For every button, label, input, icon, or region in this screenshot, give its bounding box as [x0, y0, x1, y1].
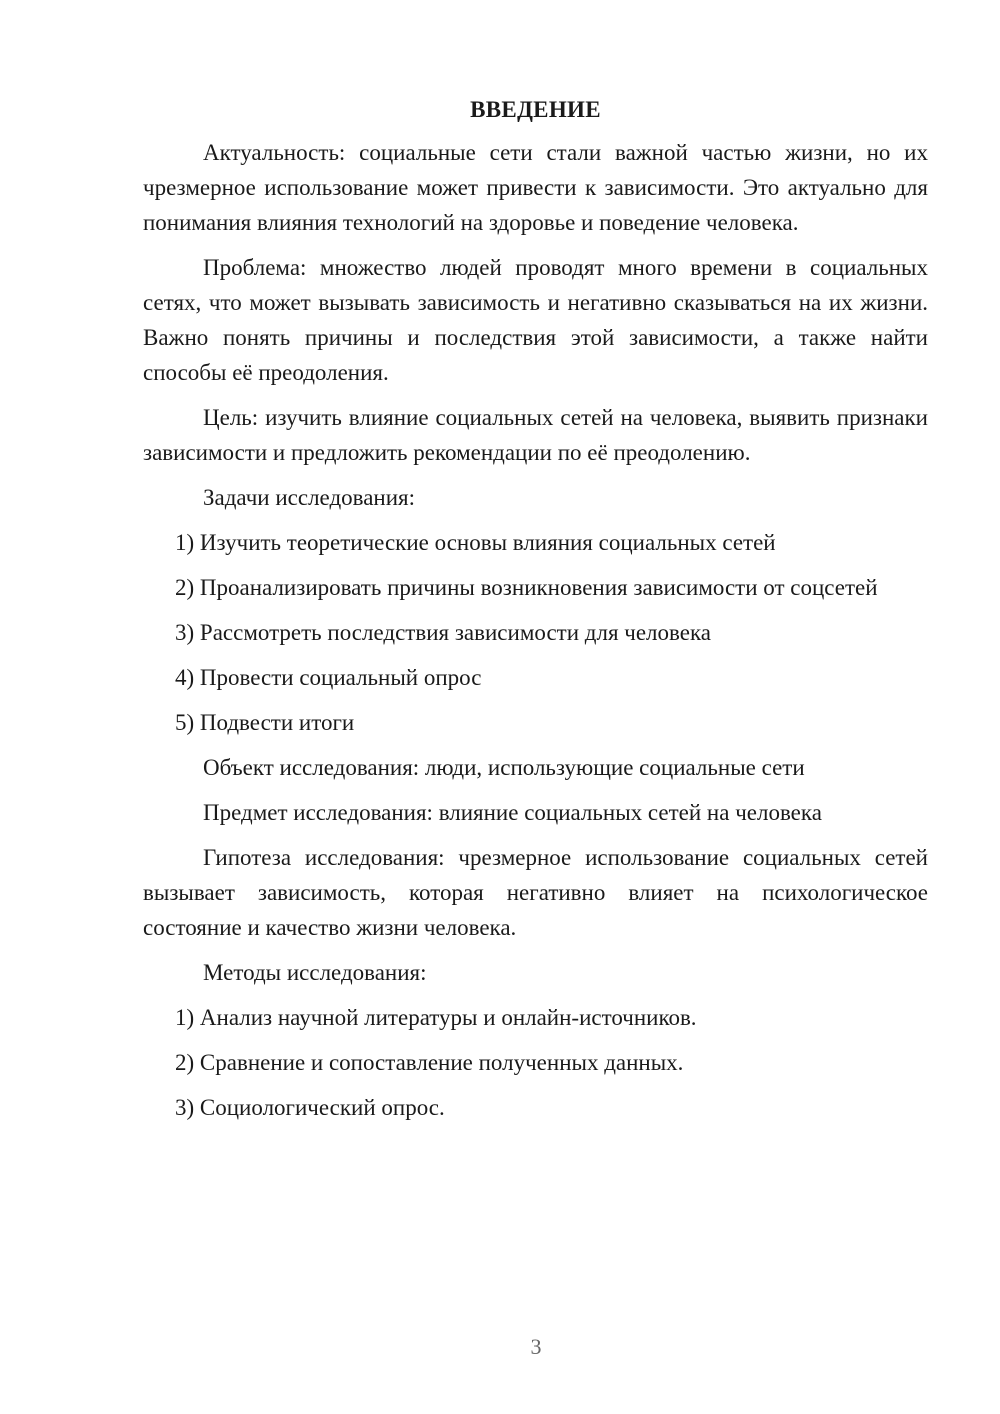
task-item: 3) Рассмотреть последствия зависимости для человека — [175, 620, 711, 645]
page-number: 3 — [530, 1334, 542, 1359]
subject-paragraph: Предмет исследования: влияние социальных сетей на человека — [203, 800, 822, 825]
method-item: 1) Анализ научной литературы и онлайн-источников. — [175, 1005, 697, 1030]
problem-paragraph: Проблема: множество людей проводят много времени в социальных сетях, что может вызывать зависимость и негативно сказываться на их жизни. Важно понять причины и последствия этой зависимости, а также найти способы её преодоления. — [143, 255, 928, 385]
task-item: 2) Проанализировать причины возникновения зависимости от соцсетей — [175, 575, 878, 600]
document-page — [143, 95, 928, 1135]
page-title: ВВЕДЕНИЕ — [470, 97, 601, 122]
hypothesis-paragraph: Гипотеза исследования: чрезмерное использование социальных сетей вызывает зависимость, которая негативно влияет на психологическое состояние и качество жизни человека. — [143, 845, 928, 940]
tasks-heading: Задачи исследования: — [203, 485, 416, 510]
method-item: 2) Сравнение и сопоставление полученных данных. — [175, 1050, 684, 1075]
relevance-paragraph: Актуальность: социальные сети стали важной частью жизни, но их чрезмерное использование может привести к зависимости. Это актуально для понимания влияния технологий на здоровье и поведение человека. — [143, 140, 928, 235]
goal-paragraph: Цель: изучить влияние социальных сетей на человека, выявить признаки зависимости и предложить рекомендации по её преодолению. — [143, 405, 928, 465]
object-paragraph: Объект исследования: люди, использующие социальные сети — [203, 755, 805, 780]
task-item: 4) Провести социальный опрос — [175, 665, 482, 690]
task-item: 5) Подвести итоги — [175, 710, 355, 735]
method-item: 3) Социологический опрос. — [175, 1095, 445, 1120]
methods-heading: Методы исследования: — [203, 960, 427, 985]
task-item: 1) Изучить теоретические основы влияния социальных сетей — [175, 530, 776, 555]
